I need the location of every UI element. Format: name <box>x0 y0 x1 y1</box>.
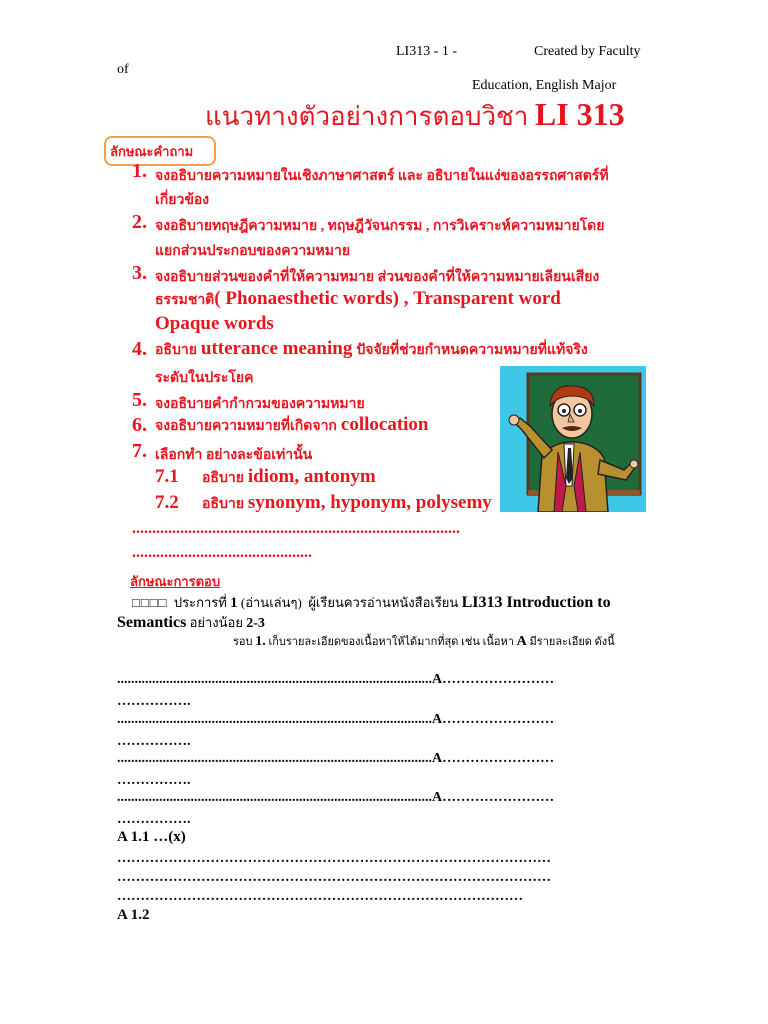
detail-line-tail: ……………. <box>117 812 191 827</box>
page-title-code: LI 313 <box>534 96 625 132</box>
subquestion-number: 7.2 <box>155 492 179 513</box>
question-heading: ลักษณะคำถาม <box>110 144 194 159</box>
question-number: 7. <box>132 440 147 462</box>
detail-line: ..........................................................................................A…………………… <box>117 672 555 687</box>
question-text-thai: อธิบาย <box>155 343 197 358</box>
question-number: 4. <box>132 338 147 360</box>
header-of: of <box>117 62 129 77</box>
dotted-line: ............................................. <box>132 544 312 561</box>
question-text: จงอธิบายส่วนของคำที่ให้ความหมาย ส่วนของคำที่ให้ความหมายเลียนเสียง <box>155 270 600 285</box>
question-text-cont: แยกส่วนประกอบของความหมาย <box>155 244 351 259</box>
question-text-english: ( Phonaesthetic words) , Transparent word <box>214 288 561 309</box>
subquestion-text-english: synonym, hyponym, polysemy <box>247 492 492 513</box>
dotted-line: .................................................................................. <box>132 520 460 537</box>
answer-heading: ลักษณะการตอบ <box>130 574 221 589</box>
answer-intro-text: ประการที่ <box>173 595 227 610</box>
question-text-cont: เกี่ยวข้อง <box>155 193 210 208</box>
detail-line-tail: ……………. <box>117 734 191 749</box>
answer-intro-line-cont <box>117 612 265 633</box>
answer-intro-marker: □□□□ <box>132 595 168 610</box>
subquestion-text-thai: อธิบาย <box>202 471 244 486</box>
question-text <box>155 338 588 361</box>
answer-round-text: เก็บรายละเอียดของเนื้อหาให้ได้มากที่สุด เช่น เนื้อหา <box>268 636 514 648</box>
question-text-cont: Opaque words <box>155 313 274 334</box>
long-dotted-line: …………………………………………………………………………… <box>117 889 523 904</box>
question-number: 3. <box>132 262 147 284</box>
question-number: 6. <box>132 414 147 436</box>
question-number: 1. <box>132 160 147 182</box>
page-title-thai: แนวทางตัวอย่างการตอบวิชา <box>205 102 529 131</box>
question-text-thai: ปัจจัยที่ช่วยกำหนดความหมายที่แท้จริง <box>356 343 588 358</box>
teacher-clipart-icon <box>500 366 646 512</box>
long-dotted-line: ………………………………………………………………………………… <box>117 870 551 885</box>
page-title <box>205 96 625 137</box>
answer-item-a12: A 1.2 <box>117 907 150 923</box>
subquestion-text <box>202 492 492 515</box>
answer-intro-text: อย่างน้อย <box>189 615 243 630</box>
question-number: 2. <box>132 211 147 233</box>
subquestion-number: 7.1 <box>155 466 179 487</box>
question-text: จงอธิบายคำกำกวมของความหมาย <box>155 397 365 412</box>
long-dotted-line: ………………………………………………………………………………… <box>117 851 551 866</box>
answer-intro-text: (อ่านเล่นๆ) <box>240 595 302 610</box>
answer-round-line <box>233 632 615 650</box>
question-text-cont <box>155 288 561 311</box>
question-text: จงอธิบายความหมายในเชิงภาษาศาสตร์ และ อธิบายในแง่ของอรรถศาสตร์ที่ <box>155 169 609 184</box>
answer-round-letter: A <box>516 634 527 649</box>
question-text-english: collocation <box>340 414 429 435</box>
answer-intro-line <box>132 592 611 613</box>
question-text-thai: ธรรมชาติ <box>155 293 215 308</box>
header-course-page: LI313 - 1 - <box>396 44 458 59</box>
detail-line: ..........................................................................................A…………………… <box>117 790 555 805</box>
question-text: จงอธิบายทฤษฎีความหมาย , ทฤษฎีวัจนกรรม , การวิเคราะห์ความหมายโดย <box>155 219 605 234</box>
header-created-by: Created by Faculty <box>534 44 641 59</box>
answer-round-number: 1. <box>255 634 266 649</box>
question-number: 5. <box>132 389 147 411</box>
detail-line: ..........................................................................................A…………………… <box>117 751 555 766</box>
answer-intro-count: 2-3 <box>246 616 265 631</box>
detail-line-tail: ……………. <box>117 773 191 788</box>
detail-line-tail: ……………. <box>117 694 191 709</box>
answer-intro-number: 1 <box>230 595 238 611</box>
header-dept: Education, English Major <box>472 78 617 93</box>
answer-intro-book: Semantics <box>117 614 187 631</box>
question-text <box>155 414 429 437</box>
question-text-thai: จงอธิบายความหมายที่เกิดจาก <box>155 419 337 434</box>
answer-intro-text: ผู้เรียนควรอ่านหนังสือเรียน <box>308 595 459 610</box>
question-text-cont: ระดับในประโยค <box>155 371 254 386</box>
answer-item-a11: A 1.1 …(x) <box>117 829 186 845</box>
question-text: เลือกทำ อย่างละข้อเท่านั้น <box>155 448 313 463</box>
subquestion-text <box>202 466 376 489</box>
subquestion-text-thai: อธิบาย <box>202 497 244 512</box>
answer-intro-book: LI313 Introduction to <box>461 594 611 611</box>
detail-line: ..........................................................................................A…………………… <box>117 712 555 727</box>
answer-round-text: มีรายละเอียด ดังนี้ <box>529 636 615 648</box>
question-text-english: utterance meaning <box>200 338 353 359</box>
subquestion-text-english: idiom, antonym <box>247 466 376 487</box>
answer-round-text: รอบ <box>233 636 253 648</box>
